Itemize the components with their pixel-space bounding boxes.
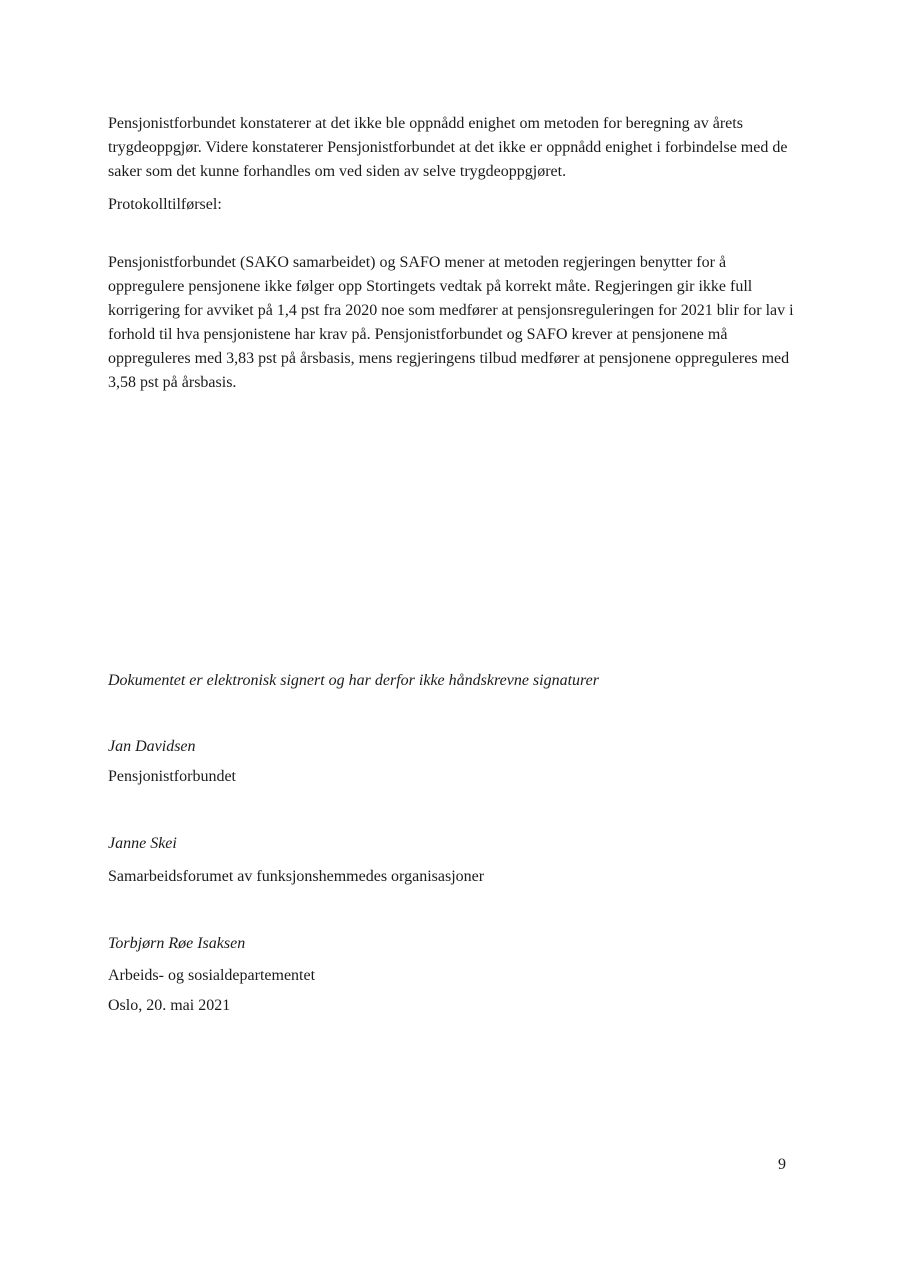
protocol-heading: Protokolltilførsel: [108,196,222,213]
page-number: 9 [778,1156,786,1173]
paragraph-negotiation-result: Pensjonistforbundet konstaterer at det ikke ble oppnådd enighet om metoden for beregning av årets trygdeoppgjør. Videre konstaterer Pensjonistforbundet at det ikke er oppnådd enighet i forbindelse med de saker som det kunne forhandles om ved siden av selve trygdeoppgjøret. [108,115,788,180]
document-body [108,112,794,1018]
signature-organization: Arbeids- og sosialdepartementet [108,967,316,984]
electronic-signature-note: Dokumentet er elektronisk signert og har derfor ikke håndskrevne signaturer [108,672,599,689]
signature-organization: Samarbeidsforumet av funksjonshemmedes organisasjoner [108,868,485,885]
signature-name: Jan Davidsen [108,738,196,755]
paragraph-protocol-note: Pensjonistforbundet (SAKO samarbeidet) og SAFO mener at metoden regjeringen benytter for å oppregulere pensjonene ikke følger opp Stortingets vedtak på korrekt måte. Regjeringen gir ikke full korrigering for avviket på 1,4 pst fra 2020 noe som medfører at pensjonsreguleringen for 2021 blir for lav i forhold til hva pensjonistene har krav på. Pensjonistforbundet og SAFO krever at pensjonene må oppreguleres med 3,83 pst på årsbasis, mens regjeringens tilbud medfører at pensjonene oppreguleres med 3,58 pst på årsbasis. [108,254,794,391]
signature-name: Torbjørn Røe Isaksen [108,935,246,952]
signature-name: Janne Skei [108,835,177,852]
signature-organization: Pensjonistforbundet [108,768,236,785]
signature-place-date: Oslo, 20. mai 2021 [108,997,231,1014]
